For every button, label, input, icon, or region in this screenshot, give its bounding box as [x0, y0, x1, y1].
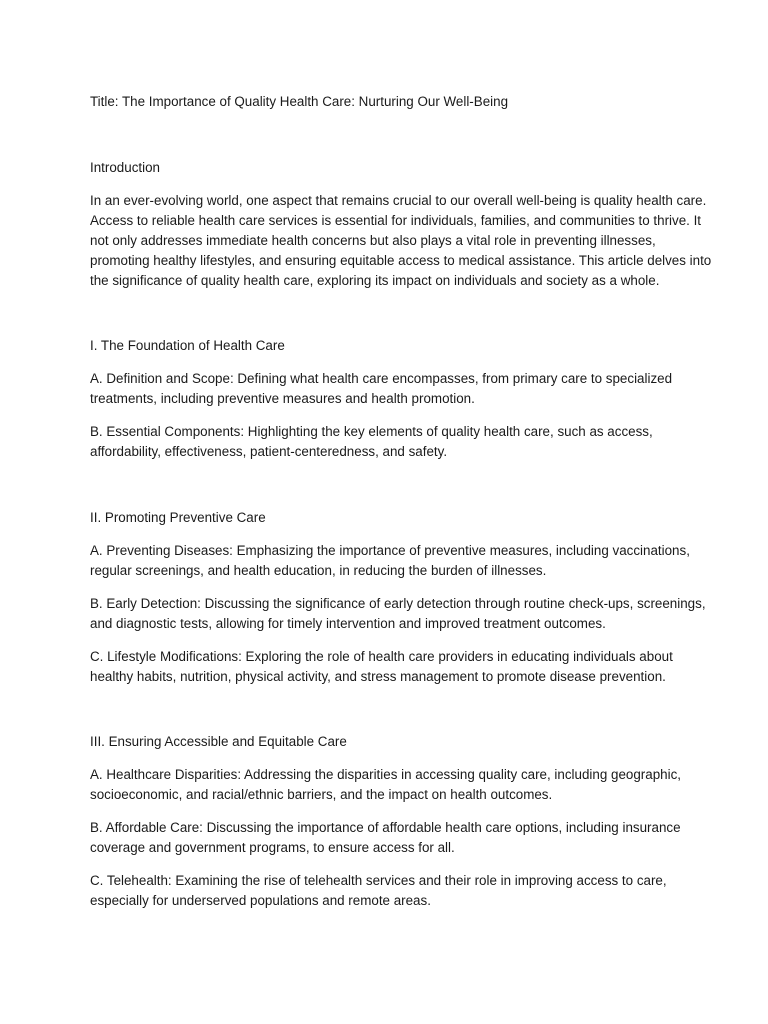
section-1-item-a	[90, 369, 690, 409]
introduction-paragraph	[90, 191, 712, 291]
paragraph-line: A. Definition and Scope: Defining what health care encompasses, from primary care to specialized	[90, 371, 673, 386]
paragraph-line: especially for underserved populations and remote areas.	[90, 893, 431, 908]
paragraph-line: B. Essential Components: Highlighting the key elements of quality health care, such as access,	[90, 424, 653, 439]
section-3-heading: III. Ensuring Accessible and Equitable Care	[90, 734, 347, 749]
paragraph-line: In an ever-evolving world, one aspect that remains crucial to our overall well-being is quality health care.	[90, 193, 707, 208]
paragraph-line: treatments, including preventive measures and health promotion.	[90, 391, 475, 406]
section-1-heading: I. The Foundation of Health Care	[90, 338, 285, 353]
section-2-item-b	[90, 594, 706, 634]
paragraph-line: promoting healthy lifestyles, and ensuring equitable access to medical assistance. This article delves into	[90, 253, 712, 268]
section-1-item-b	[90, 422, 690, 462]
section-3-item-b	[90, 818, 690, 858]
paragraph-line: A. Healthcare Disparities: Addressing the disparities in accessing quality care, including geographic,	[90, 767, 681, 782]
paragraph-line: C. Lifestyle Modifications: Exploring the role of health care providers in educating individuals about	[90, 649, 673, 664]
paragraph-line: B. Affordable Care: Discussing the importance of affordable health care options, including insurance	[90, 820, 681, 835]
paragraph-line: the significance of quality health care, exploring its impact on individuals and society as a whole.	[90, 273, 660, 288]
paragraph-line: Access to reliable health care services is essential for individuals, families, and communities to thrive. It	[90, 213, 702, 228]
paragraph-line: affordability, effectiveness, patient-centeredness, and safety.	[90, 444, 448, 459]
section-3-item-a	[90, 765, 690, 805]
paragraph-line: A. Preventing Diseases: Emphasizing the importance of preventive measures, including vaccinations,	[90, 543, 690, 558]
section-2-heading: II. Promoting Preventive Care	[90, 510, 266, 525]
paragraph-line: not only addresses immediate health concerns but also plays a vital role in preventing illnesses,	[90, 233, 656, 248]
paragraph-line: socioeconomic, and racial/ethnic barriers, and the impact on health outcomes.	[90, 787, 553, 802]
paragraph-line: regular screenings, and health education, in reducing the burden of illnesses.	[90, 563, 547, 578]
paragraph-line: B. Early Detection: Discussing the significance of early detection through routine check-ups, screenings,	[90, 596, 706, 611]
section-3-item-c	[90, 871, 690, 911]
section-2-item-a	[90, 541, 690, 581]
document-title: Title: The Importance of Quality Health Care: Nurturing Our Well-Being	[90, 94, 509, 109]
section-2-item-c	[90, 647, 690, 687]
paragraph-line: coverage and government programs, to ensure access for all.	[90, 840, 455, 855]
paragraph-line: and diagnostic tests, allowing for timely intervention and improved treatment outcomes.	[90, 616, 606, 631]
paragraph-line: C. Telehealth: Examining the rise of telehealth services and their role in improving access to care,	[90, 873, 667, 888]
paragraph-line: healthy habits, nutrition, physical activity, and stress management to promote disease prevention.	[90, 669, 666, 684]
introduction-heading: Introduction	[90, 160, 160, 175]
